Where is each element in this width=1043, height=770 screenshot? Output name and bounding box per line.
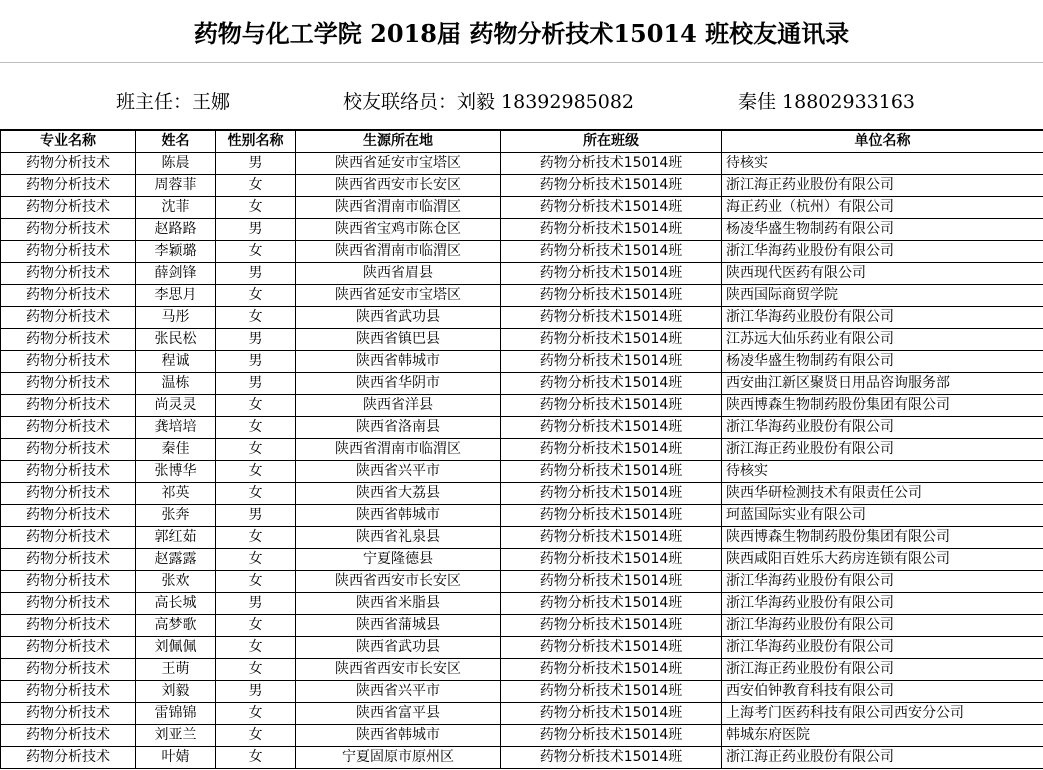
employer-cell: 待核实 [722,153,1043,175]
table-row [1,329,1043,351]
origin-cell: 陕西省宝鸡市陈仓区 [296,219,501,241]
class-cell: 药物分析技术15014班 [501,505,722,527]
table-row [1,593,1043,615]
major-cell: 药物分析技术 [1,571,136,593]
employer-cell: 浙江华海药业股份有限公司 [722,307,1043,329]
class-cell: 药物分析技术15014班 [501,593,722,615]
class-cell: 药物分析技术15014班 [501,263,722,285]
employer-cell: 浙江海正药业股份有限公司 [722,175,1043,197]
origin-cell: 陕西省韩城市 [296,505,501,527]
class-cell: 药物分析技术15014班 [501,219,722,241]
origin-cell: 陕西省西安市长安区 [296,659,501,681]
origin-cell: 陕西省洛南县 [296,417,501,439]
name-cell: 龚培培 [136,417,216,439]
gender-cell: 男 [216,373,296,395]
name-cell: 赵路路 [136,219,216,241]
origin-cell: 陕西省西安市长安区 [296,175,501,197]
name-cell: 刘佩佩 [136,637,216,659]
head-teacher: 班主任：王娜 [116,91,231,113]
origin-cell: 陕西省西安市长安区 [296,571,501,593]
table-row [1,351,1043,373]
class-cell: 药物分析技术15014班 [501,153,722,175]
major-cell: 药物分析技术 [1,725,136,747]
gender-cell: 男 [216,263,296,285]
major-cell: 药物分析技术 [1,175,136,197]
employer-cell: 浙江华海药业股份有限公司 [722,637,1043,659]
table-row [1,153,1043,175]
name-cell: 赵露露 [136,549,216,571]
employer-cell: 陕西博森生物制药股份集团有限公司 [722,527,1043,549]
major-cell: 药物分析技术 [1,197,136,219]
alumni-table [0,130,1043,769]
class-cell: 药物分析技术15014班 [501,351,722,373]
name-cell: 雷锦锦 [136,703,216,725]
origin-cell: 陕西省韩城市 [296,351,501,373]
gender-cell: 男 [216,681,296,703]
class-cell: 药物分析技术15014班 [501,483,722,505]
major-cell: 药物分析技术 [1,593,136,615]
table-row [1,615,1043,637]
name-cell: 高梦歌 [136,615,216,637]
major-cell: 药物分析技术 [1,681,136,703]
header-name: 姓名 [136,131,216,153]
table-row [1,747,1043,769]
employer-cell: 浙江海正药业股份有限公司 [722,747,1043,769]
name-cell: 祁英 [136,483,216,505]
major-cell: 药物分析技术 [1,439,136,461]
gender-cell: 女 [216,747,296,769]
name-cell: 刘毅 [136,681,216,703]
gender-cell: 女 [216,175,296,197]
gender-cell: 女 [216,439,296,461]
major-cell: 药物分析技术 [1,659,136,681]
gender-cell: 女 [216,571,296,593]
origin-cell: 陕西省延安市宝塔区 [296,153,501,175]
table-row [1,549,1043,571]
gender-cell: 女 [216,615,296,637]
origin-cell: 陕西省渭南市临渭区 [296,197,501,219]
gender-cell: 男 [216,219,296,241]
table-row [1,527,1043,549]
gender-cell: 女 [216,241,296,263]
class-cell: 药物分析技术15014班 [501,395,722,417]
major-cell: 药物分析技术 [1,351,136,373]
class-cell: 药物分析技术15014班 [501,439,722,461]
origin-cell: 陕西省延安市宝塔区 [296,285,501,307]
class-cell: 药物分析技术15014班 [501,703,722,725]
header-class: 所在班级 [501,131,722,153]
table-row [1,505,1043,527]
major-cell: 药物分析技术 [1,263,136,285]
gender-cell: 女 [216,703,296,725]
employer-cell: 待核实 [722,461,1043,483]
class-cell: 药物分析技术15014班 [501,175,722,197]
major-cell: 药物分析技术 [1,241,136,263]
employer-cell: 西安伯钟教育科技有限公司 [722,681,1043,703]
employer-cell: 浙江华海药业股份有限公司 [722,241,1043,263]
gender-cell: 女 [216,527,296,549]
name-cell: 李思月 [136,285,216,307]
origin-cell: 陕西省镇巴县 [296,329,501,351]
employer-cell: 西安曲江新区聚贤日用品咨询服务部 [722,373,1043,395]
origin-cell: 陕西省米脂县 [296,593,501,615]
name-cell: 张欢 [136,571,216,593]
header-major: 专业名称 [1,131,136,153]
gender-cell: 女 [216,307,296,329]
table-row [1,241,1043,263]
class-cell: 药物分析技术15014班 [501,197,722,219]
table-row [1,637,1043,659]
name-cell: 高长城 [136,593,216,615]
table-row [1,373,1043,395]
major-cell: 药物分析技术 [1,219,136,241]
employer-cell: 海正药业（杭州）有限公司 [722,197,1043,219]
class-cell: 药物分析技术15014班 [501,659,722,681]
table-row [1,285,1043,307]
origin-cell: 宁夏固原市原州区 [296,747,501,769]
employer-cell: 浙江海正药业股份有限公司 [722,659,1043,681]
employer-cell: 浙江海正药业股份有限公司 [722,439,1043,461]
major-cell: 药物分析技术 [1,329,136,351]
class-cell: 药物分析技术15014班 [501,329,722,351]
employer-cell: 韩城东府医院 [722,725,1043,747]
gender-cell: 女 [216,197,296,219]
header-employer: 单位名称 [722,131,1043,153]
origin-cell: 陕西省武功县 [296,637,501,659]
origin-cell: 陕西省礼泉县 [296,527,501,549]
major-cell: 药物分析技术 [1,637,136,659]
gender-cell: 女 [216,461,296,483]
name-cell: 沈菲 [136,197,216,219]
name-cell: 周蓉菲 [136,175,216,197]
gender-cell: 男 [216,505,296,527]
name-cell: 张民松 [136,329,216,351]
class-cell: 药物分析技术15014班 [501,373,722,395]
table-row [1,659,1043,681]
liaison-primary: 校友联络员：刘毅 18392985082 [343,91,635,113]
employer-cell: 陕西现代医药有限公司 [722,263,1043,285]
name-cell: 李颖璐 [136,241,216,263]
header-gender: 性别名称 [216,131,296,153]
gender-cell: 女 [216,483,296,505]
class-cell: 药物分析技术15014班 [501,241,722,263]
class-cell: 药物分析技术15014班 [501,527,722,549]
employer-cell: 珂蓝国际实业有限公司 [722,505,1043,527]
page-title: 药物与化工学院 2018届 药物分析技术15014 班校友通讯录 [0,0,1043,63]
gender-cell: 女 [216,637,296,659]
major-cell: 药物分析技术 [1,747,136,769]
class-cell: 药物分析技术15014班 [501,307,722,329]
class-cell: 药物分析技术15014班 [501,549,722,571]
employer-cell: 杨凌华盛生物制药有限公司 [722,219,1043,241]
employer-cell: 江苏远大仙乐药业有限公司 [722,329,1043,351]
liaison-secondary: 秦佳 18802933163 [738,91,916,113]
class-cell: 药物分析技术15014班 [501,725,722,747]
name-cell: 张博华 [136,461,216,483]
major-cell: 药物分析技术 [1,615,136,637]
table-row [1,417,1043,439]
origin-cell: 陕西省韩城市 [296,725,501,747]
origin-cell: 陕西省眉县 [296,263,501,285]
major-cell: 药物分析技术 [1,307,136,329]
origin-cell: 陕西省武功县 [296,307,501,329]
name-cell: 王萌 [136,659,216,681]
table-row [1,395,1043,417]
header-origin: 生源所在地 [296,131,501,153]
name-cell: 薛剑锋 [136,263,216,285]
table-row [1,219,1043,241]
employer-cell: 浙江华海药业股份有限公司 [722,571,1043,593]
gender-cell: 女 [216,725,296,747]
employer-cell: 浙江华海药业股份有限公司 [722,615,1043,637]
table-row [1,263,1043,285]
name-cell: 秦佳 [136,439,216,461]
table-row [1,175,1043,197]
name-cell: 郭红茹 [136,527,216,549]
origin-cell: 陕西省蒲城县 [296,615,501,637]
name-cell: 刘亚兰 [136,725,216,747]
gender-cell: 男 [216,351,296,373]
table-row [1,461,1043,483]
gender-cell: 女 [216,395,296,417]
origin-cell: 陕西省渭南市临渭区 [296,241,501,263]
origin-cell: 陕西省华阴市 [296,373,501,395]
major-cell: 药物分析技术 [1,703,136,725]
origin-cell: 陕西省兴平市 [296,681,501,703]
major-cell: 药物分析技术 [1,153,136,175]
gender-cell: 男 [216,593,296,615]
name-cell: 陈晨 [136,153,216,175]
gender-cell: 女 [216,417,296,439]
origin-cell: 陕西省兴平市 [296,461,501,483]
major-cell: 药物分析技术 [1,395,136,417]
major-cell: 药物分析技术 [1,549,136,571]
table-row [1,703,1043,725]
table-row [1,307,1043,329]
name-cell: 程诚 [136,351,216,373]
gender-cell: 男 [216,329,296,351]
class-cell: 药物分析技术15014班 [501,615,722,637]
major-cell: 药物分析技术 [1,505,136,527]
name-cell: 叶婧 [136,747,216,769]
employer-cell: 浙江华海药业股份有限公司 [722,593,1043,615]
table-row [1,571,1043,593]
employer-cell: 陕西咸阳百姓乐大药房连锁有限公司 [722,549,1043,571]
origin-cell: 陕西省洋县 [296,395,501,417]
table-header-row [1,131,1043,153]
employer-cell: 杨凌华盛生物制药有限公司 [722,351,1043,373]
name-cell: 温栋 [136,373,216,395]
employer-cell: 陕西博森生物制药股份集团有限公司 [722,395,1043,417]
table-row [1,197,1043,219]
table-row [1,681,1043,703]
origin-cell: 宁夏隆德县 [296,549,501,571]
major-cell: 药物分析技术 [1,285,136,307]
gender-cell: 男 [216,153,296,175]
class-cell: 药物分析技术15014班 [501,571,722,593]
major-cell: 药物分析技术 [1,527,136,549]
table-row [1,439,1043,461]
major-cell: 药物分析技术 [1,373,136,395]
major-cell: 药物分析技术 [1,461,136,483]
class-cell: 药物分析技术15014班 [501,747,722,769]
major-cell: 药物分析技术 [1,417,136,439]
class-cell: 药物分析技术15014班 [501,285,722,307]
employer-cell: 陕西华研检测技术有限责任公司 [722,483,1043,505]
name-cell: 张奔 [136,505,216,527]
origin-cell: 陕西省大荔县 [296,483,501,505]
class-cell: 药物分析技术15014班 [501,417,722,439]
class-cell: 药物分析技术15014班 [501,461,722,483]
class-cell: 药物分析技术15014班 [501,637,722,659]
origin-cell: 陕西省渭南市临渭区 [296,439,501,461]
gender-cell: 女 [216,549,296,571]
gender-cell: 女 [216,659,296,681]
table-row [1,725,1043,747]
name-cell: 马彤 [136,307,216,329]
employer-cell: 浙江华海药业股份有限公司 [722,417,1043,439]
gender-cell: 女 [216,285,296,307]
employer-cell: 陕西国际商贸学院 [722,285,1043,307]
class-cell: 药物分析技术15014班 [501,681,722,703]
contacts-bar [0,63,1043,130]
table-row [1,483,1043,505]
origin-cell: 陕西省富平县 [296,703,501,725]
employer-cell: 上海考门医药科技有限公司西安分公司 [722,703,1043,725]
name-cell: 尚灵灵 [136,395,216,417]
major-cell: 药物分析技术 [1,483,136,505]
